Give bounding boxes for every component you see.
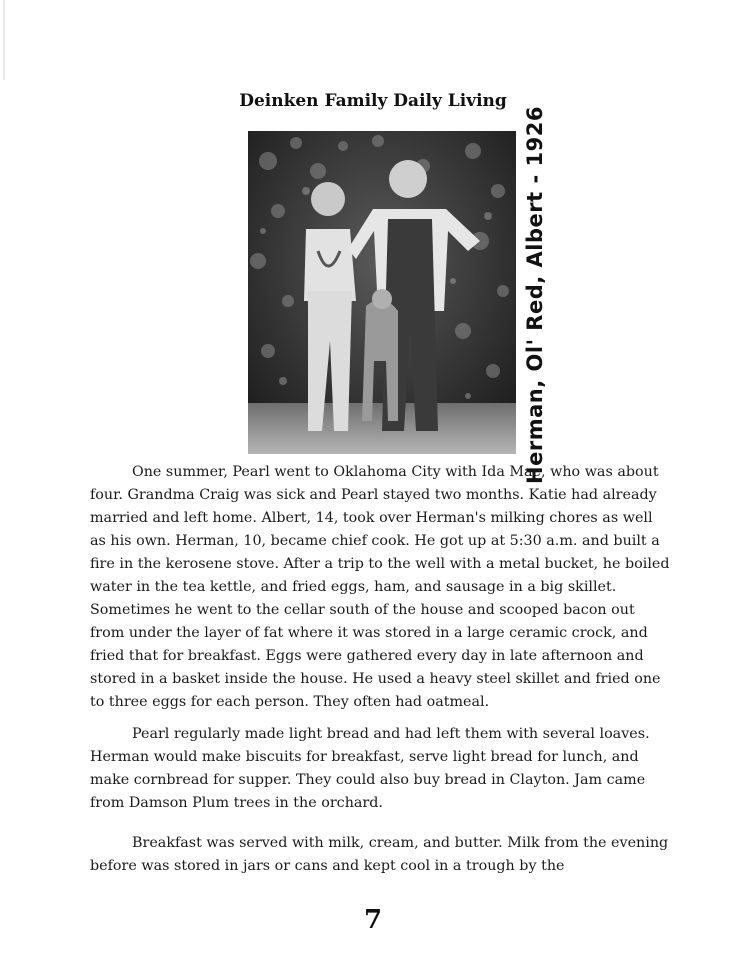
paragraph-breakfast: Breakfast was served with milk, cream, and butter. Milk from the evening before was stored in jars or cans and kept cool in a trough by the: [90, 835, 669, 874]
scan-edge-mark: [3, 0, 5, 80]
photo-caption-area: [513, 106, 557, 484]
photo-illustration: [248, 131, 516, 454]
paragraph-bread: Pearl regularly made light bread and had left them with several loaves. Herman would make biscuits for breakfast, serve light bread for lunch, and make cornbread for supper. They could also buy bread in Clayton. Jam came from Damson Plum trees in the orchard.: [90, 726, 650, 811]
paragraph-summer-cooking: One summer, Pearl went to Oklahoma City with Ida Mae, who was about four. Grandma Craig was sick and Pearl stayed two months. Katie had already married and left home. Albert, 14, took over Herman's milking chores as well as his own. Herman, 10, became chief cook. He got up at 5:30 a.m. and built a fire in the kerosene stove. After a trip to the well with a metal bucket, he boiled water in the tea kettle, and fried eggs, ham, and sausage in a big skillet. Sometimes he went to the cellar south of the house and scooped bacon out from under the layer of fat where it was stored in a large ceramic crock, and fried that for breakfast. Eggs were gathered every day in late afternoon and stored in a basket inside the house. He used a heavy steel skillet and fried one to three eggs for each person. They often had oatmeal.: [90, 464, 670, 710]
page-number: 7: [363, 905, 383, 935]
photo-caption: Herman, Ol' Red, Albert - 1926: [523, 106, 547, 484]
page-title: Deinken Family Daily Living: [239, 91, 507, 111]
family-photo: [248, 131, 516, 454]
